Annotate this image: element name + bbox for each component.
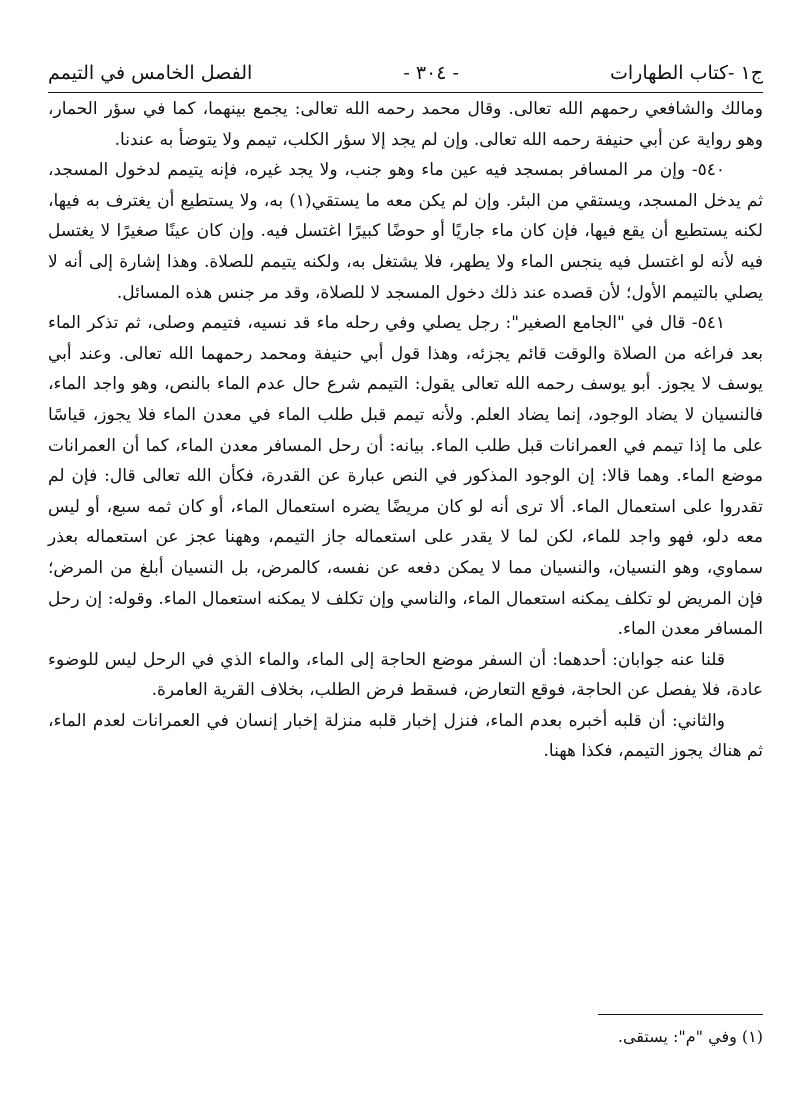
paragraph-continuation: ومالك والشافعي رحمهم الله تعالى. وقال محمد رحمه الله تعالى: يجمع بينهما، كما في سؤر الحمار، وهو رواية عن أبي حنيفة رحمه الله تعالى. وإن لم يجد إلا سؤر الكلب، تيمم ولا يتوضأ به عندنا. bbox=[48, 99, 763, 150]
paragraph-541: ٥٤١- قال في "الجامع الصغير": رجل يصلي وفي رحله ماء قد نسيه، فتيمم وصلى، ثم تذكر الماء بعد فراغه من الصلاة والوقت قائم يجزئه، وهذا قول أبي حنيفة ومحمد رحمهما الله تعالى. وعند أبي يوسف لا يجوز. أبو يوسف رحمه الله تعالى يقول: التيمم شرع حال عدم الماء بالنص، وهو واجد الماء، فالنسيان لا يضاد الوجود، إنما يضاد العلم. ولأنه تيمم قبل طلب الماء في معدن الماء فلا يجوز، قياسًا على ما إذا تيمم في العمرانات قبل طلب الماء. بيانه: أن رحل المسافر معدن الماء، كما أن العمرانات موضع الماء. وهما قالا: إن الوجود المذكور في النص عبارة عن القدرة، فكأن الله تعالى قال: فإن لم تقدروا على استعمال الماء. ألا ترى أنه لو كان مريضًا يضره استعمال الماء، أو كان ثمه سبع، أو ليس معه دلو، فهو واجد للماء، لكن لما لا يقدر على استعماله جاز التيمم، وههنا عجز عن استعماله بعذر سماوي، وهو النسيان، والنسيان مما لا يمكن دفعه عن نفسه، كالمرض، بل النسيان أبلغ من المرض؛ فإن المريض لو تكلف يمكنه استعمال الماء، والناسي وإن تكلف لا يمكنه استعمال الماء. وقوله: إن رحل المسافر معدن الماء. bbox=[48, 313, 763, 640]
footnote-divider bbox=[598, 1014, 763, 1015]
paragraph-answer-first: قلنا عنه جوابان: أحدهما: أن السفر موضع الحاجة إلى الماء، والماء الذي في الرحل ليس للوضوء عادة، فلا يفصل عن الحاجة، فوقع التعارض، فسقط فرض الطلب، بخلاف القرية العامرة. bbox=[48, 649, 763, 701]
footnote: (١) وفي "م": يستقى. bbox=[617, 1027, 763, 1046]
header-chapter-title: الفصل الخامس في التيمم bbox=[48, 62, 253, 84]
header-divider bbox=[48, 92, 763, 93]
header-book-title: ج١ -كتاب الطهارات bbox=[610, 62, 763, 84]
main-text bbox=[48, 94, 763, 767]
paragraph-540: ٥٤٠- وإن مر المسافر بمسجد فيه عين ماء وهو جنب، ولا يجد غيره، فإنه يتيمم لدخول المسجد، ثم يدخل المسجد، ويستقي من البئر. وإن لم يكن معه ما يستقي(١) به، ولا يستطيع أن يغترف به فيها، لكنه يستطيع أن يقع فيها، فإن كان ماء جاريًا أو حوضًا كبيرًا اغتسل فيه. وإن كان عينًا صغيرًا لا يغتسل فيه لأنه لو اغتسل فيه ينجس الماء ولا يطهر، فلا يشتغل به، ولكنه يتيمم للصلاة. وهذا إشارة إلى أنه لا يصلي بالتيمم الأول؛ لأن قصده عند ذلك دخول المسجد لا للصلاة، وقد مر جنس هذه المسائل. bbox=[48, 160, 763, 303]
running-header bbox=[48, 52, 763, 92]
paragraph-answer-second: والثاني: أن قلبه أخبره بعدم الماء، فنزل إخبار قلبه منزلة إخبار إنسان في العمرانات لعدم الماء، ثم هناك يجوز التيمم، فكذا ههنا. bbox=[48, 710, 763, 762]
page-number: - ٣٠٤ - bbox=[403, 62, 459, 84]
